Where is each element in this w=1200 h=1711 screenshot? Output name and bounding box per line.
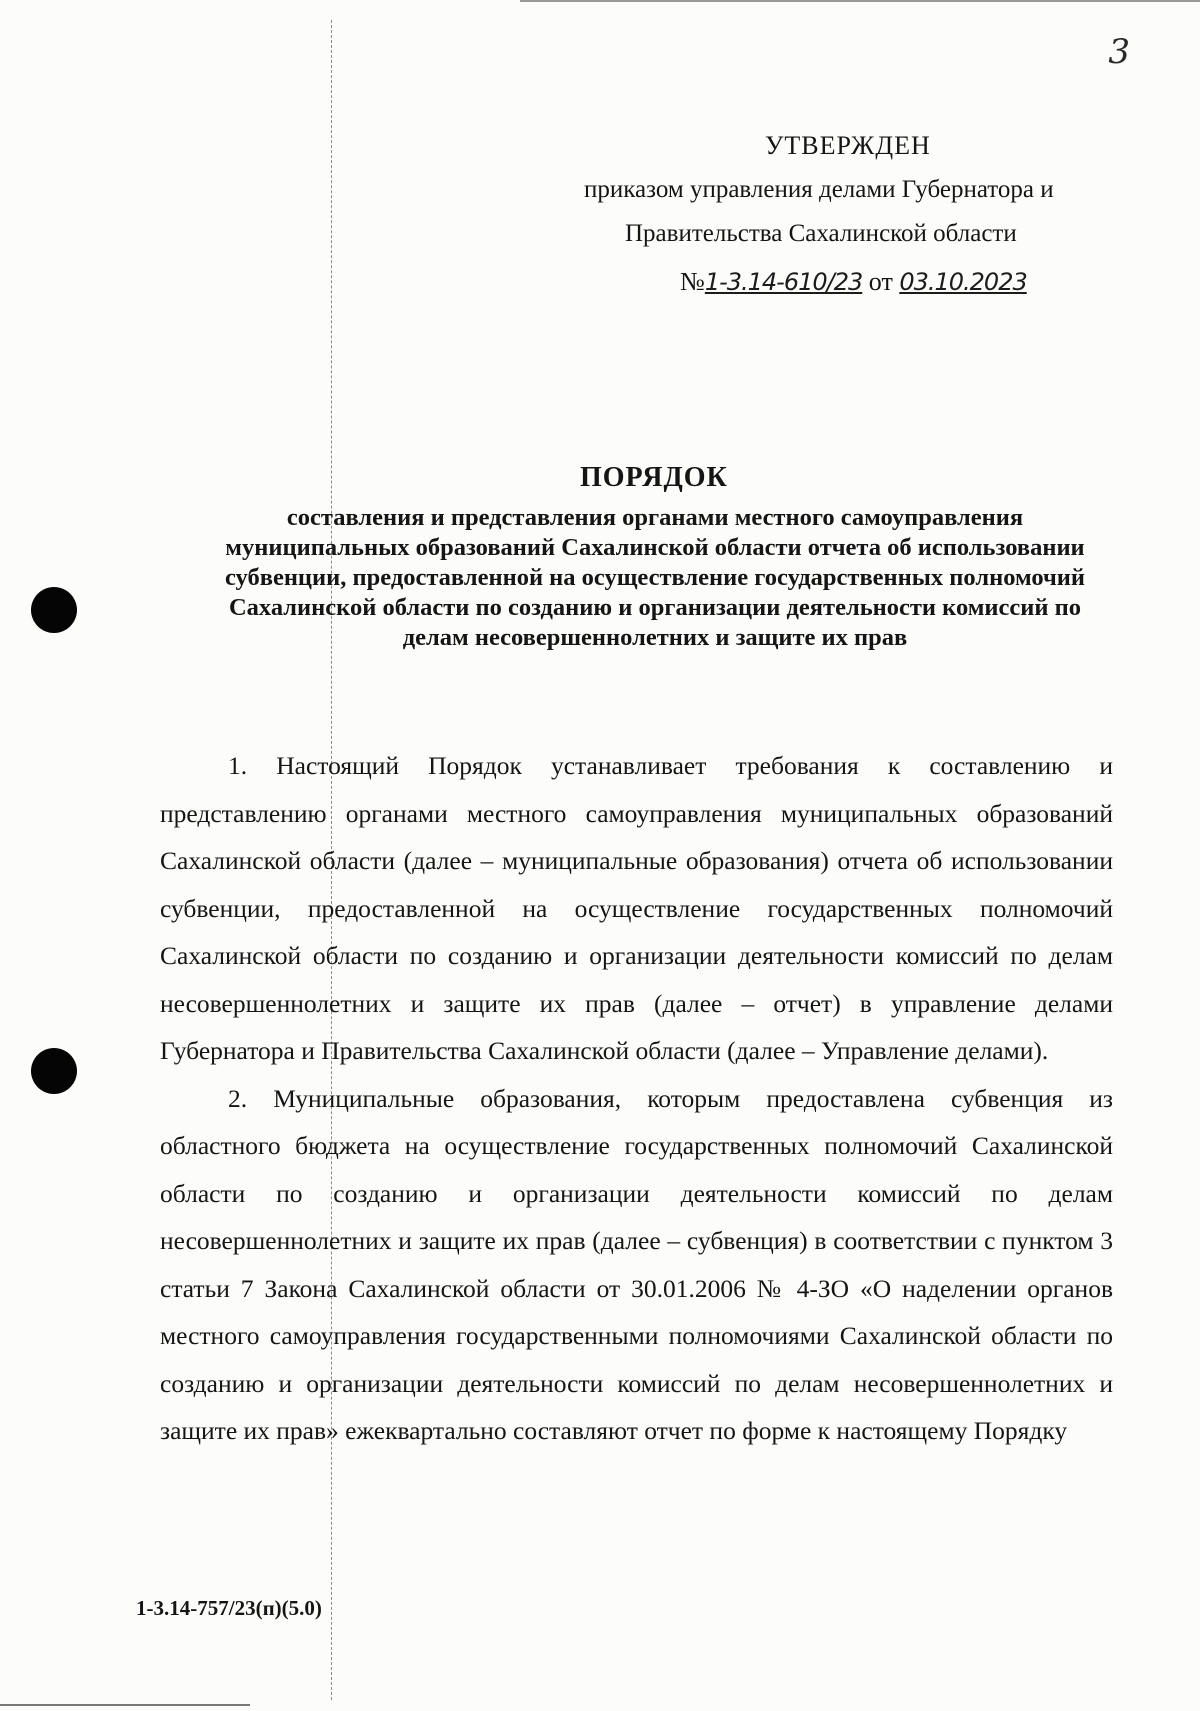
approval-stamp [560,124,1150,304]
scan-edge-top [520,0,1200,2]
punch-hole-icon [31,587,77,633]
order-number-handwritten: 1-3.14-610/23 [704,268,863,296]
approval-order-line [560,260,1150,304]
paragraph-1: 1. Настоящий Порядок устанавливает требования к составлению и представлению органами местного самоуправления муниципальных образований Сахалинской области (далее – муниципальные образования) отчета об использовании субвенции, предоставленной на осуществление государственных полномочий Сахалинской области по созданию и организации деятельности комиссий по делам несовершеннолетних и защите их прав (далее – отчет) в управление делами Губернатора и Правительства Сахалинской области (далее – Управление делами). [160,751,1113,1065]
punch-hole-icon [31,1048,77,1094]
order-date-prefix: от [868,267,893,296]
order-date-handwritten: 03.10.2023 [899,268,1027,296]
approval-heading: УТВЕРЖДЕН [765,131,931,160]
paragraph-2: 2. Муниципальные образования, которым предоставлена субвенция из областного бюджета на осуществление государственных полномочий Сахалинской области по созданию и организации деятельности комиссий по делам несовершеннолетних и защите их прав (далее – субвенция) в соответствии с пунктом 3 статьи 7 Закона Сахалинской области от 30.01.2006 № 4-ЗО «О наделении органов местного самоуправления государственными полномочиями Сахалинской области по созданию и организации деятельности комиссий по делам несовершеннолетних и защите их прав» ежеквартально составляют отчет по форме к настоящему Порядку [160,1083,1113,1445]
document-title: ПОРЯДОК [580,462,728,493]
page-number: 3 [1108,32,1130,72]
document-subtitle: составления и представления органами местного самоуправления муниципальных образований Сахалинской области отчета об использовании субвенции, предоставленной на осуществление государственных полномочий Сахалинской области по созданию и организации деятельности комиссий по делам несовершеннолетних и защите их прав [224,504,1086,651]
order-number-prefix: № [680,267,705,296]
approval-line-1: приказом управления делами Губернатора и [584,176,1054,203]
scan-edge-bottom [0,1704,250,1706]
document-body [160,742,1113,1455]
document-footer-code: 1-3.14-757/23(п)(5.0) [136,1596,322,1620]
approval-line-2: Правительства Сахалинской области [625,220,1017,247]
